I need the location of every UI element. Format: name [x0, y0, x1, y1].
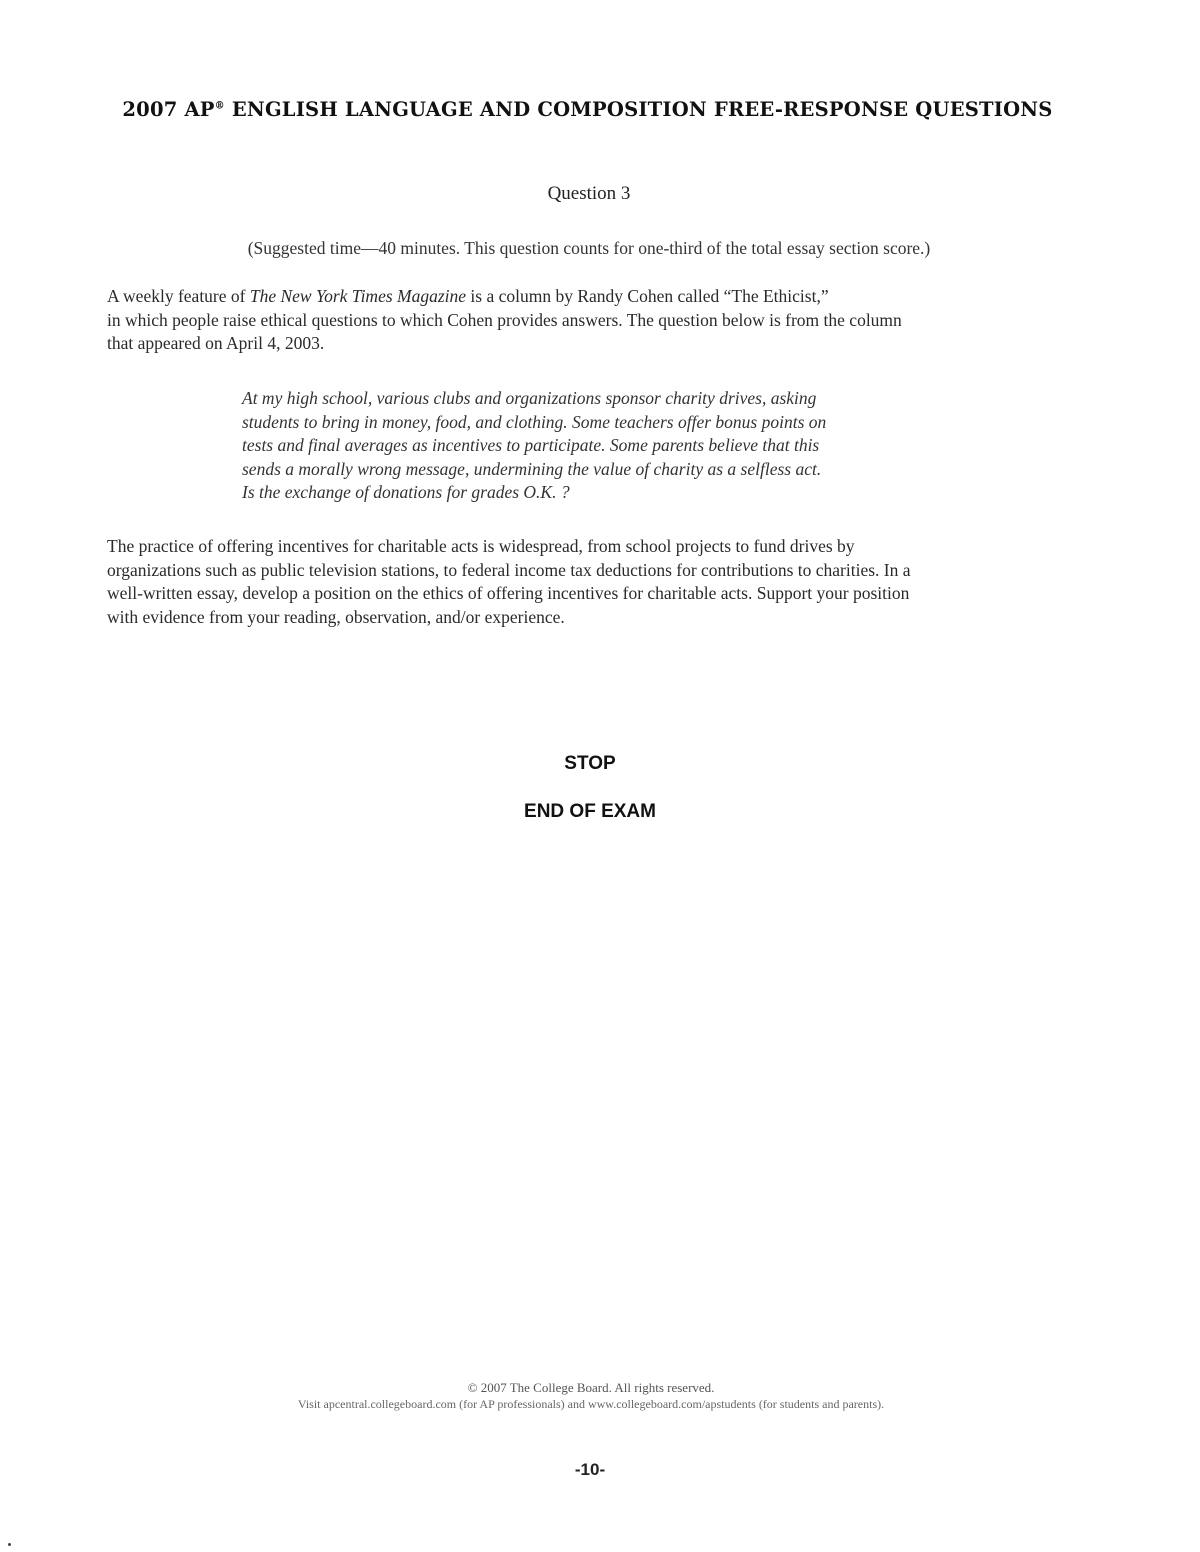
intro-line-1 — [107, 285, 1067, 309]
quote-line: sends a morally wrong message, undermining the value of charity as a selfless act. — [242, 458, 822, 479]
end-of-exam-label: END OF EXAM — [524, 801, 656, 822]
time-note: (Suggested time—40 minutes. This question counts for one-third of the total essay section score.) — [247, 238, 931, 258]
header-title-suffix: ENGLISH LANGUAGE AND COMPOSITION FREE-RESPONSE QUESTIONS — [224, 98, 1053, 121]
essay-prompt — [107, 535, 1067, 629]
quote-line: Is the exchange of donations for grades O.K. ? — [242, 482, 570, 502]
stop-label: STOP — [564, 753, 616, 774]
header-title-prefix: 2007 AP — [122, 98, 215, 121]
intro-line-1-after: is a column by Randy Cohen called “The Ethicist,” — [466, 286, 829, 306]
page-header-title — [0, 98, 1175, 121]
scan-speck — [8, 1543, 11, 1546]
magazine-title: The New York Times Magazine — [249, 286, 467, 306]
prompt-line: well-written essay, develop a position on the ethics of offering incentives for charitable acts. Support your position — [107, 583, 910, 603]
visit-notice: Visit apcentral.collegeboard.com (for AP professionals) and www.collegeboard.com/apstudents (for students and parents). — [297, 1397, 885, 1411]
question-heading: Question 3 — [547, 183, 631, 204]
intro-paragraph — [107, 285, 1067, 356]
quote-line: At my high school, various clubs and organizations sponsor charity drives, asking — [242, 388, 817, 408]
intro-line-3: that appeared on April 4, 2003. — [107, 333, 325, 353]
quote-line: tests and final averages as incentives to participate. Some parents believe that this — [242, 435, 820, 455]
quote-line: students to bring in money, food, and clothing. Some teachers offer bonus points on — [242, 411, 827, 432]
intro-line-2: in which people raise ethical questions to which Cohen provides answers. The question below is from the column — [107, 309, 902, 330]
quoted-question — [242, 387, 962, 505]
prompt-line: The practice of offering incentives for charitable acts is widespread, from school projects to fund drives by — [107, 536, 855, 556]
registered-mark: ® — [214, 100, 225, 112]
prompt-line: with evidence from your reading, observation, and/or experience. — [107, 606, 565, 627]
copyright-notice: © 2007 The College Board. All rights reserved. — [467, 1380, 715, 1395]
prompt-line: organizations such as public television stations, to federal income tax deductions for contributions to charities. In a — [107, 559, 911, 580]
intro-line-1-before: A weekly feature of — [107, 286, 250, 306]
page-number: -10- — [574, 1460, 606, 1479]
